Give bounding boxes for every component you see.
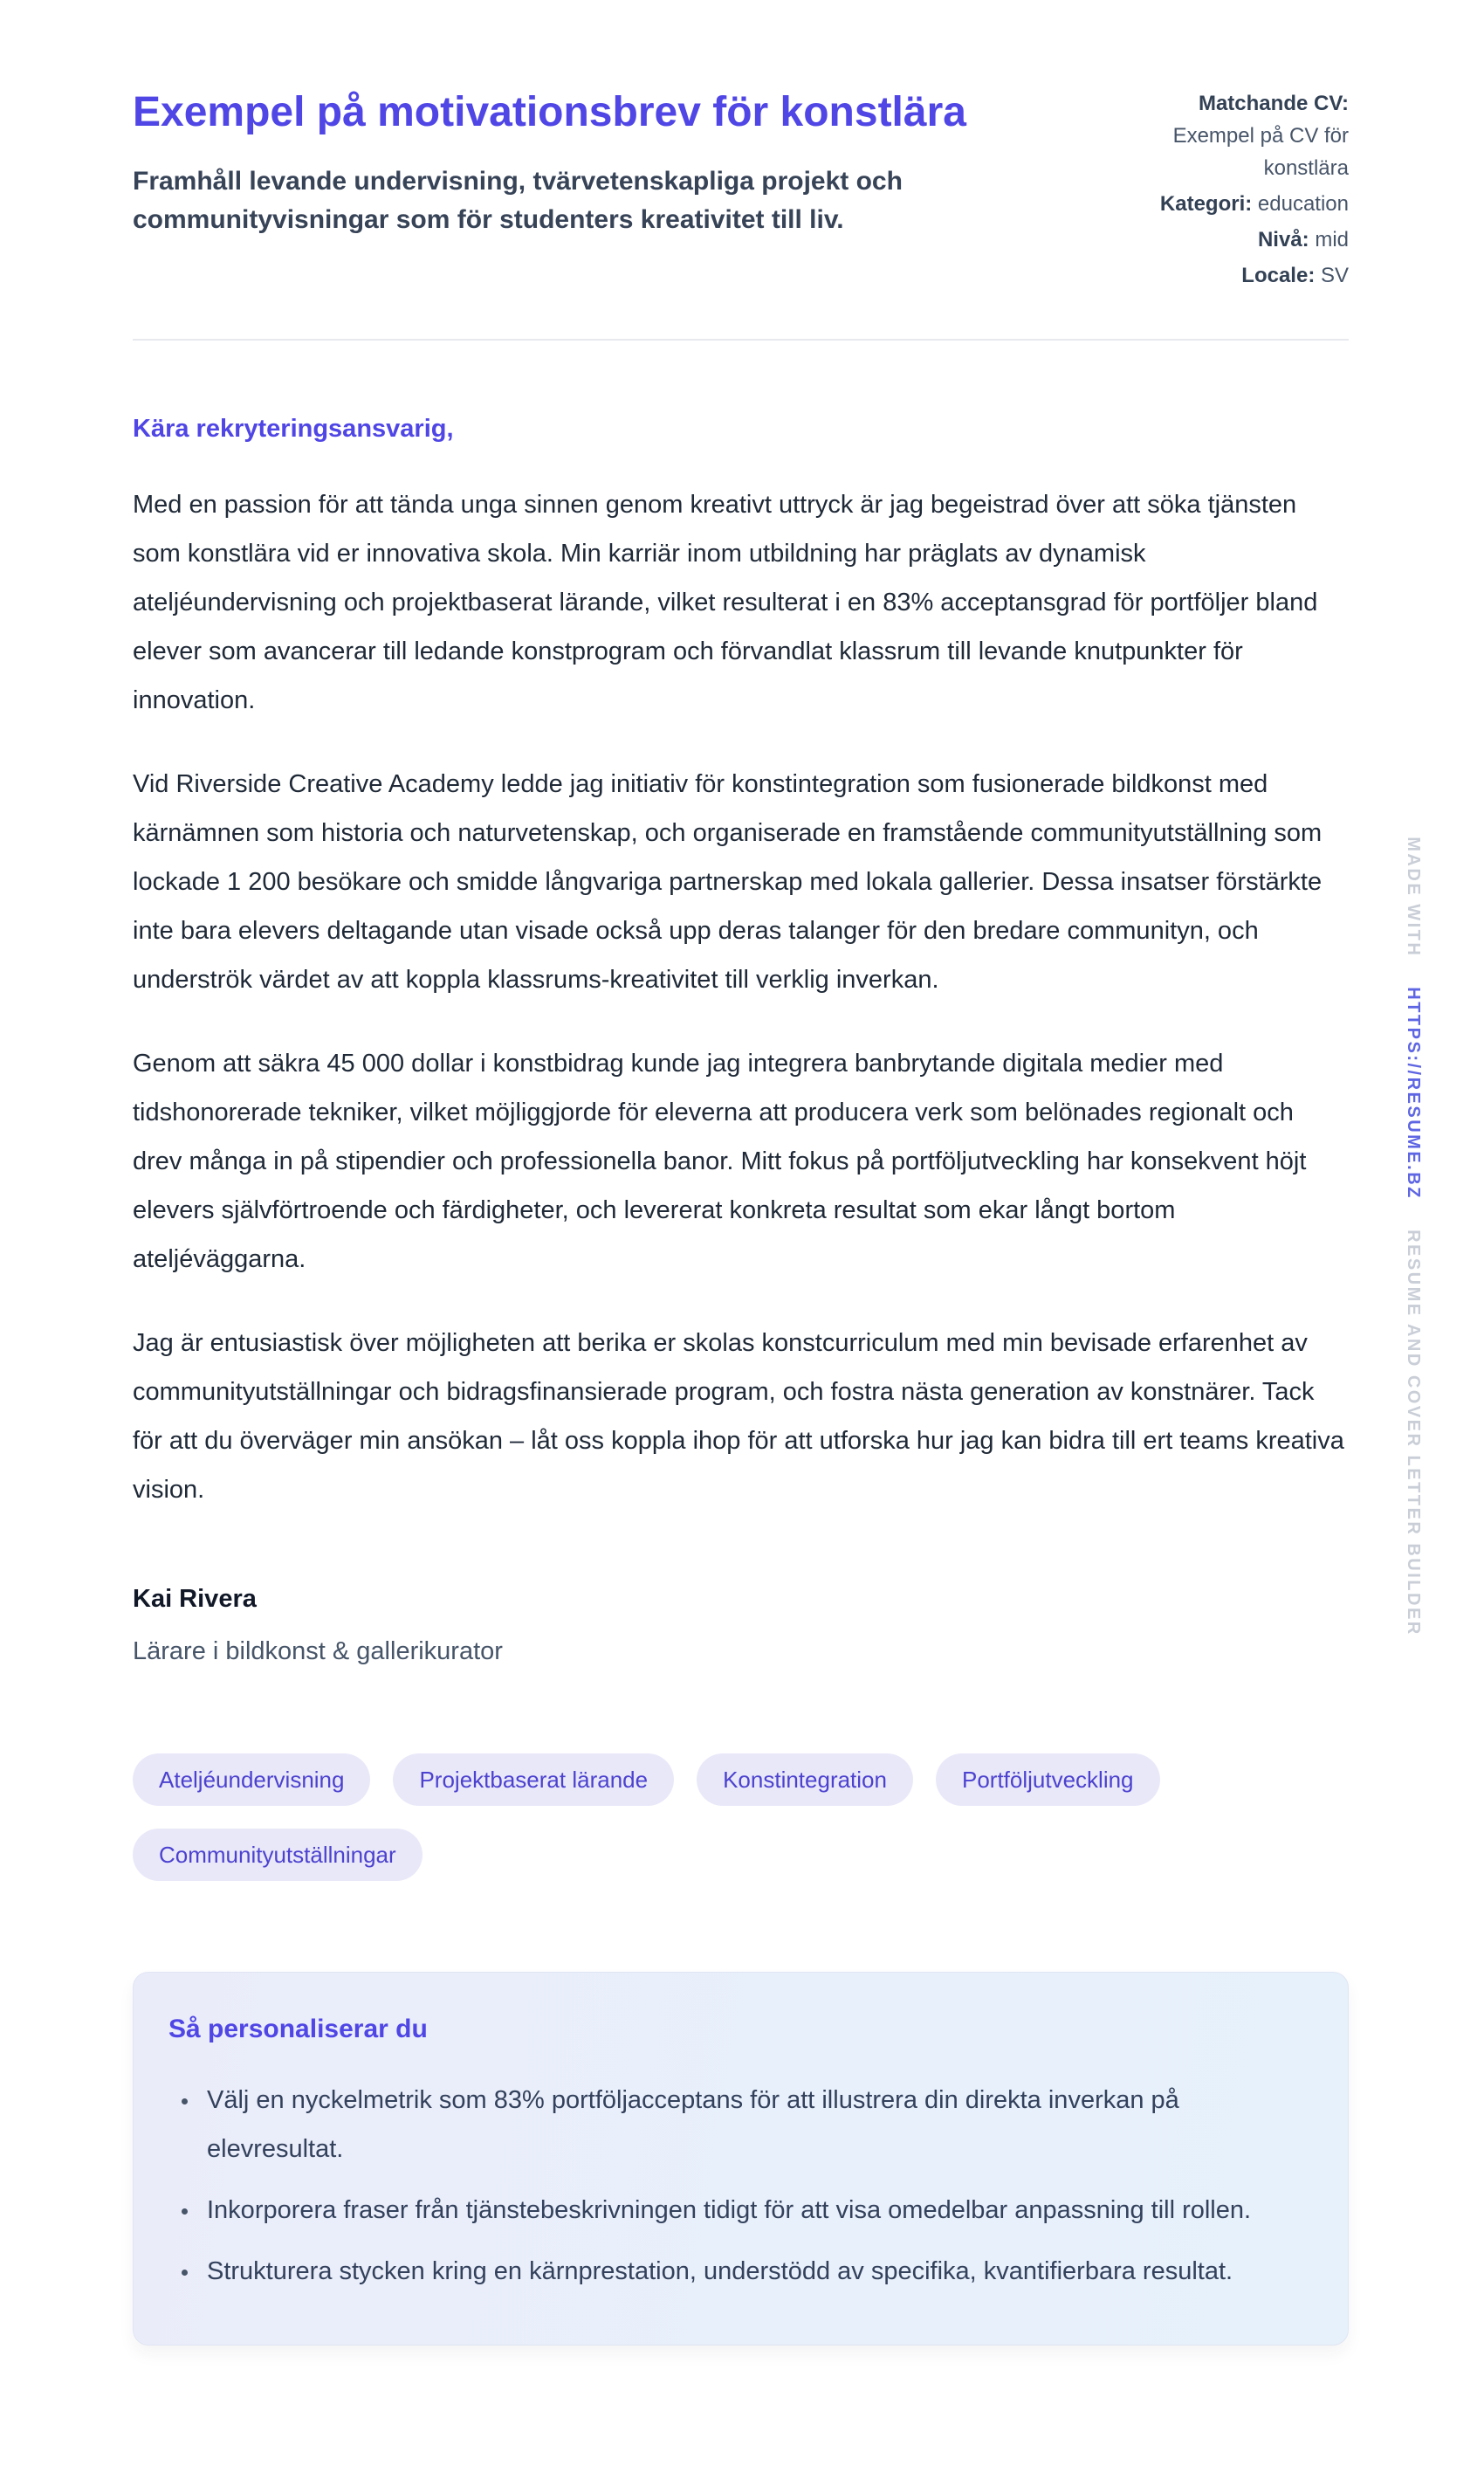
tip-item-metric: • Välj en nyckelmetrik som 83% portföljacceptans för att illustrera din direkta inverkan på elevresultat.	[200, 2076, 1306, 2173]
signature-name: Kai Rivera	[133, 1585, 257, 1613]
tips-list	[168, 2076, 1306, 2296]
tip-item-phrases: • Inkorporera fraser från tjänstebeskrivningen tidigt för att visa omedelbar anpassning till rollen.	[200, 2186, 1306, 2235]
personalization-tips-card	[133, 1972, 1349, 2346]
tag-community-exhibitions[interactable]: Communityutställningar	[133, 1829, 423, 1881]
watermark-resume-bz-link[interactable]: HTTPS://RESUME.BZ	[1404, 987, 1423, 1200]
tag-project-based-learning[interactable]: Projektbaserat lärande	[393, 1753, 674, 1806]
signature-role: Lärare i bildkonst & gallerikurator	[133, 1637, 503, 1665]
page-subtitle: Framhåll levande undervisning, tvärvetenskapliga projekt och communityvisningar som för studenters kreativitet till liv.	[133, 167, 903, 234]
meta-label-level: Nivå:	[1257, 228, 1309, 251]
meta-row-locale	[1129, 259, 1349, 292]
meta-row-level	[1129, 224, 1349, 256]
meta-value-matching-cv: Exempel på CV för konstlära	[1172, 124, 1349, 180]
keyword-tags	[133, 1753, 1233, 1881]
meta-row-category	[1129, 188, 1349, 220]
header-text-block	[133, 84, 1014, 295]
watermark-tagline: RESUME AND COVER LETTER BUILDER	[1404, 1230, 1423, 1636]
meta-label-locale: Locale:	[1241, 264, 1316, 287]
watermark-made-with: MADE WITH	[1404, 837, 1423, 958]
signature-block	[133, 1582, 1349, 1668]
meta-label-category: Kategori:	[1159, 192, 1253, 216]
letter-paragraph-4: Jag är entusiastisk över möjligheten att berika er skolas konstcurriculum med min bevisade erfarenhet av communityutställningar och bidragsfinansierade program, och fostra nästa generation av konstnärer. Tack för att du överväger min ansökan – låt oss koppla ihop för att utforska hur jag kan bidra till ert teams kreativa vision.	[133, 1329, 1344, 1504]
header	[133, 84, 1349, 295]
page-title: Exempel på motivationsbrev för konstlära	[133, 89, 966, 135]
letter-paragraph-1: Med en passion för att tända unga sinnen genom kreativt uttryck är jag begeistrad över att söka tjänsten som konstlära vid er innovativa skola. Min karriär inom utbildning har präglats av dynamisk ateljéundervisning och projektbaserat lärande, vilket resulterat i en 83% acceptansgrad för portföljer bland elever som avancerar till ledande konstprogram och förvandlat klassrum till levande knutpunkter för innovation.	[133, 491, 1318, 714]
meta-value-category: education	[1257, 192, 1349, 216]
watermark-sidebar	[1403, 837, 1423, 1636]
letter-body	[133, 412, 1349, 2346]
letter-greeting: Kära rekryteringsansvarig,	[133, 415, 454, 443]
meta-row-matching-cv	[1129, 87, 1349, 184]
tag-studio-teaching[interactable]: Ateljéundervisning	[133, 1753, 370, 1806]
tips-title: Så personaliserar du	[168, 2015, 428, 2043]
meta-value-level: mid	[1315, 228, 1349, 251]
meta-value-locale: SV	[1320, 264, 1349, 287]
tag-portfolio-development[interactable]: Portföljutveckling	[936, 1753, 1160, 1806]
letter-paragraph-2: Vid Riverside Creative Academy ledde jag initiativ för konstintegration som fusionerade bildkonst med kärnämnen som historia och naturvetenskap, och organiserade en framstående communityutställning som lockade 1 200 besökare och smidde långvariga partnerskap med lokala gallerier. Dessa insatser förstärkte inte bara elevers deltagande utan visade också upp deras talanger för den bredare communityn, och underströk värdet av att koppla klassrums-kreativitet till verklig inverkan.	[133, 770, 1323, 994]
tag-art-integration[interactable]: Konstintegration	[697, 1753, 913, 1806]
meta-label-matching-cv: Matchande CV:	[1198, 92, 1349, 115]
meta-panel	[1129, 84, 1349, 295]
tip-item-structure: • Strukturera stycken kring en kärnprestation, understödd av specifika, kvantifierbara resultat.	[200, 2247, 1306, 2296]
header-divider	[133, 339, 1349, 341]
letter-paragraph-3: Genom att säkra 45 000 dollar i konstbidrag kunde jag integrera banbrytande digitala medier med tidshonorerade tekniker, vilket möjliggjorde för eleverna att producera verk som belönades regionalt och drev många in på stipendier och professionella banor. Mitt fokus på portföljutveckling har konsekvent höjt elevers självförtroende och färdigheter, och levererat konkreta resultat som ekar långt bortom ateljéväggarna.	[133, 1050, 1307, 1273]
